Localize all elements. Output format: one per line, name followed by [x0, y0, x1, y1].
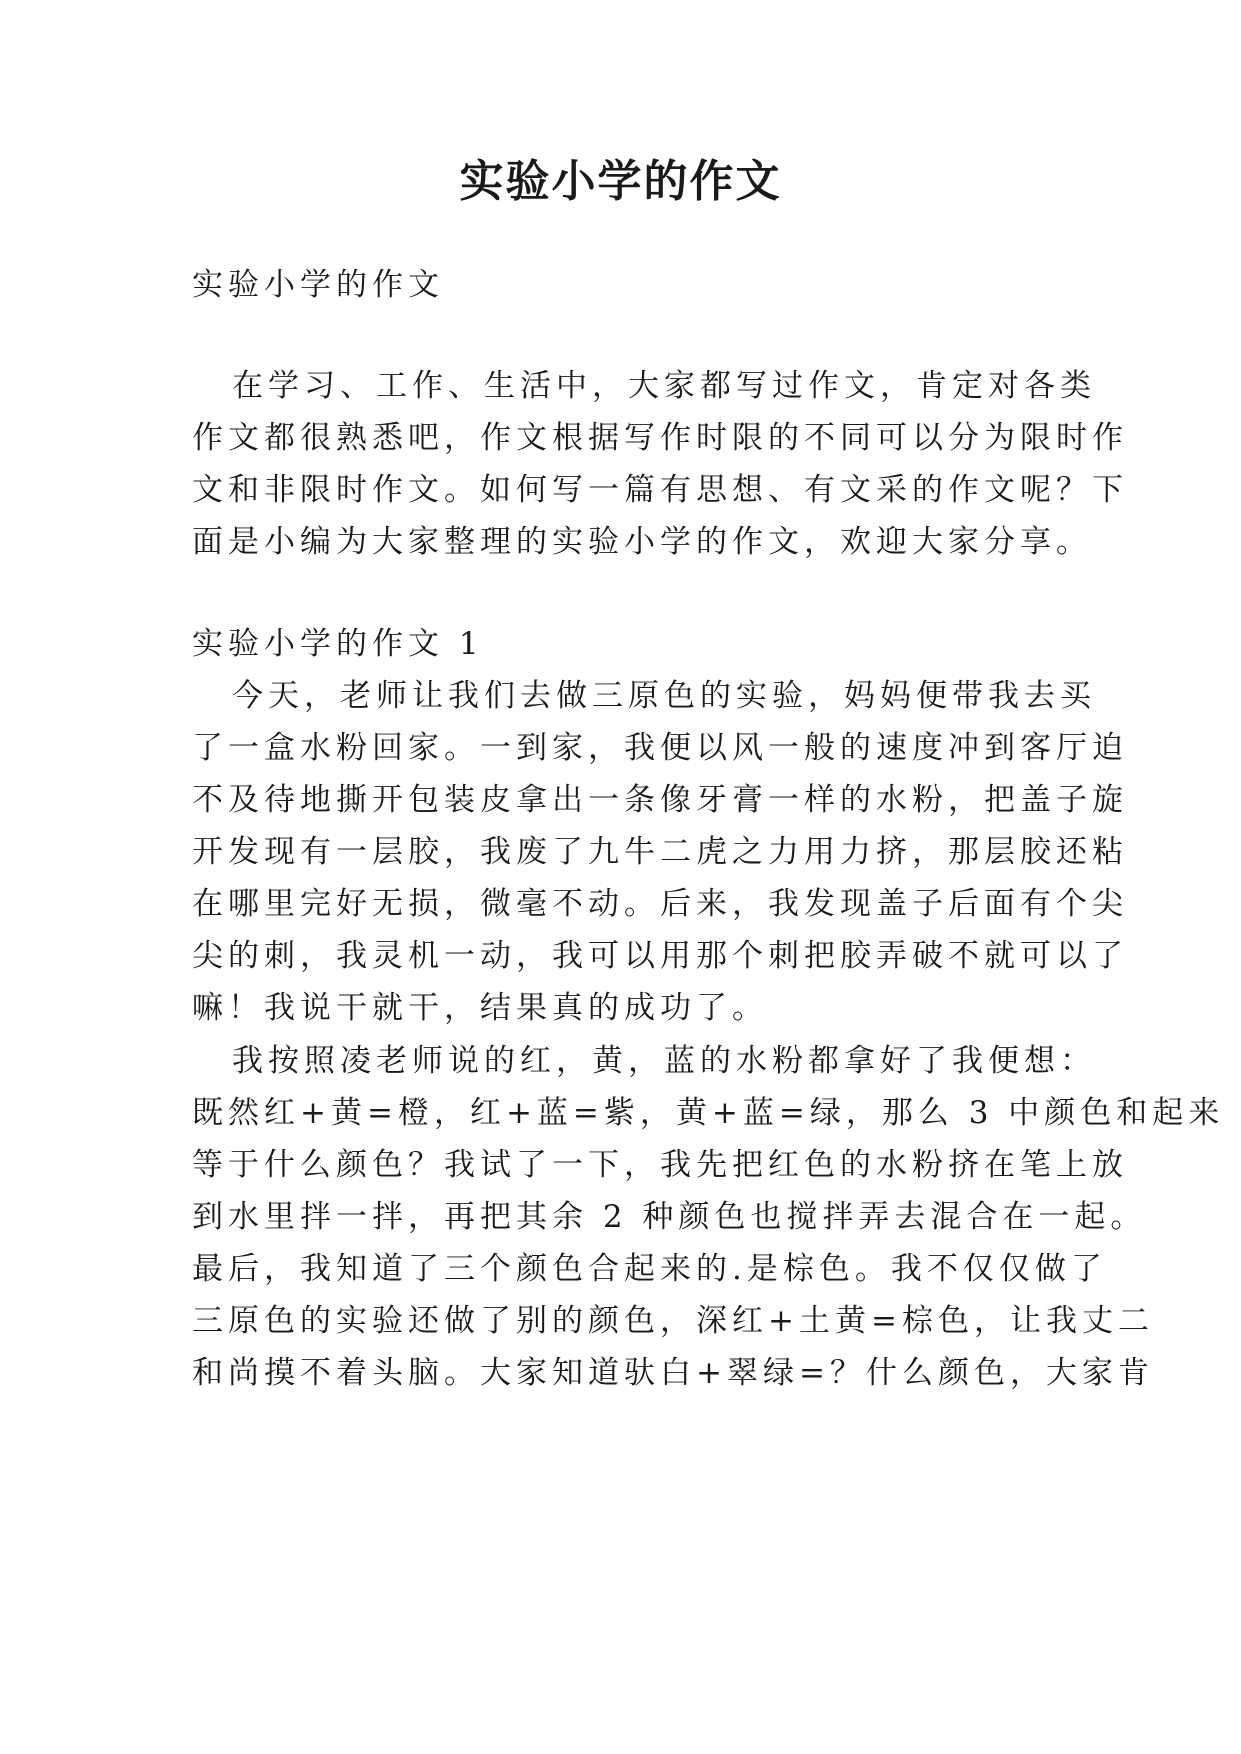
paragraph-line: 最后，我知道了三个颜色合起来的.是棕色。我不仅仅做了 [192, 1251, 1107, 1287]
paragraph-line: 等于什么颜色？我试了一下，我先把红色的水粉挤在笔上放 [192, 1147, 1128, 1183]
intro-line: 文和非限时作文。如何写一篇有思想、有文采的作文呢？下 [192, 472, 1128, 508]
paragraph-line: 既然红+黄=橙，红+蓝=紫，黄+蓝=绿，那么 3 中颜色和起来 [192, 1095, 1225, 1131]
intro-line: 面是小编为大家整理的实验小学的作文，欢迎大家分享。 [192, 524, 1092, 560]
intro-line: 作文都很熟悉吧，作文根据写作时限的不同可以分为限时作 [192, 420, 1128, 456]
paragraph-line: 今天，老师让我们去做三原色的实验，妈妈便带我去买 [232, 678, 1096, 714]
paragraph-line: 三原色的实验还做了别的颜色，深红+土黄=棕色，让我丈二 [192, 1303, 1154, 1339]
paragraph-line: 在哪里完好无损，微毫不动。后来，我发现盖子后面有个尖 [192, 886, 1128, 922]
subtitle: 实验小学的作文 [192, 267, 444, 303]
paragraph-line: 不及待地撕开包装皮拿出一条像牙膏一样的水粉，把盖子旋 [192, 782, 1128, 818]
paragraph-line: 开发现有一层胶，我废了九牛二虎之力用力挤，那层胶还粘 [192, 834, 1128, 870]
paragraph-line: 到水里拌一拌，再把其余 2 种颜色也搅拌弄去混合在一起。 [192, 1199, 1147, 1235]
paragraph-line: 了一盒水粉回家。一到家，我便以风一般的速度冲到客厅迫 [192, 730, 1128, 766]
paragraph-line: 嘛！我说干就干，结果真的成功了。 [192, 990, 768, 1026]
paragraph-line: 和尚摸不着头脑。大家知道驮白+翠绿=？什么颜色，大家肯 [192, 1355, 1154, 1391]
paragraph-line: 尖的刺，我灵机一动，我可以用那个刺把胶弄破不就可以了 [192, 938, 1128, 974]
section-heading: 实验小学的作文 1 [192, 626, 484, 662]
paragraph-line: 我按照凌老师说的红，黄，蓝的水粉都拿好了我便想： [232, 1043, 1096, 1079]
document-title: 实验小学的作文 [459, 156, 782, 207]
intro-line: 在学习、工作、生活中，大家都写过作文，肯定对各类 [232, 368, 1096, 404]
